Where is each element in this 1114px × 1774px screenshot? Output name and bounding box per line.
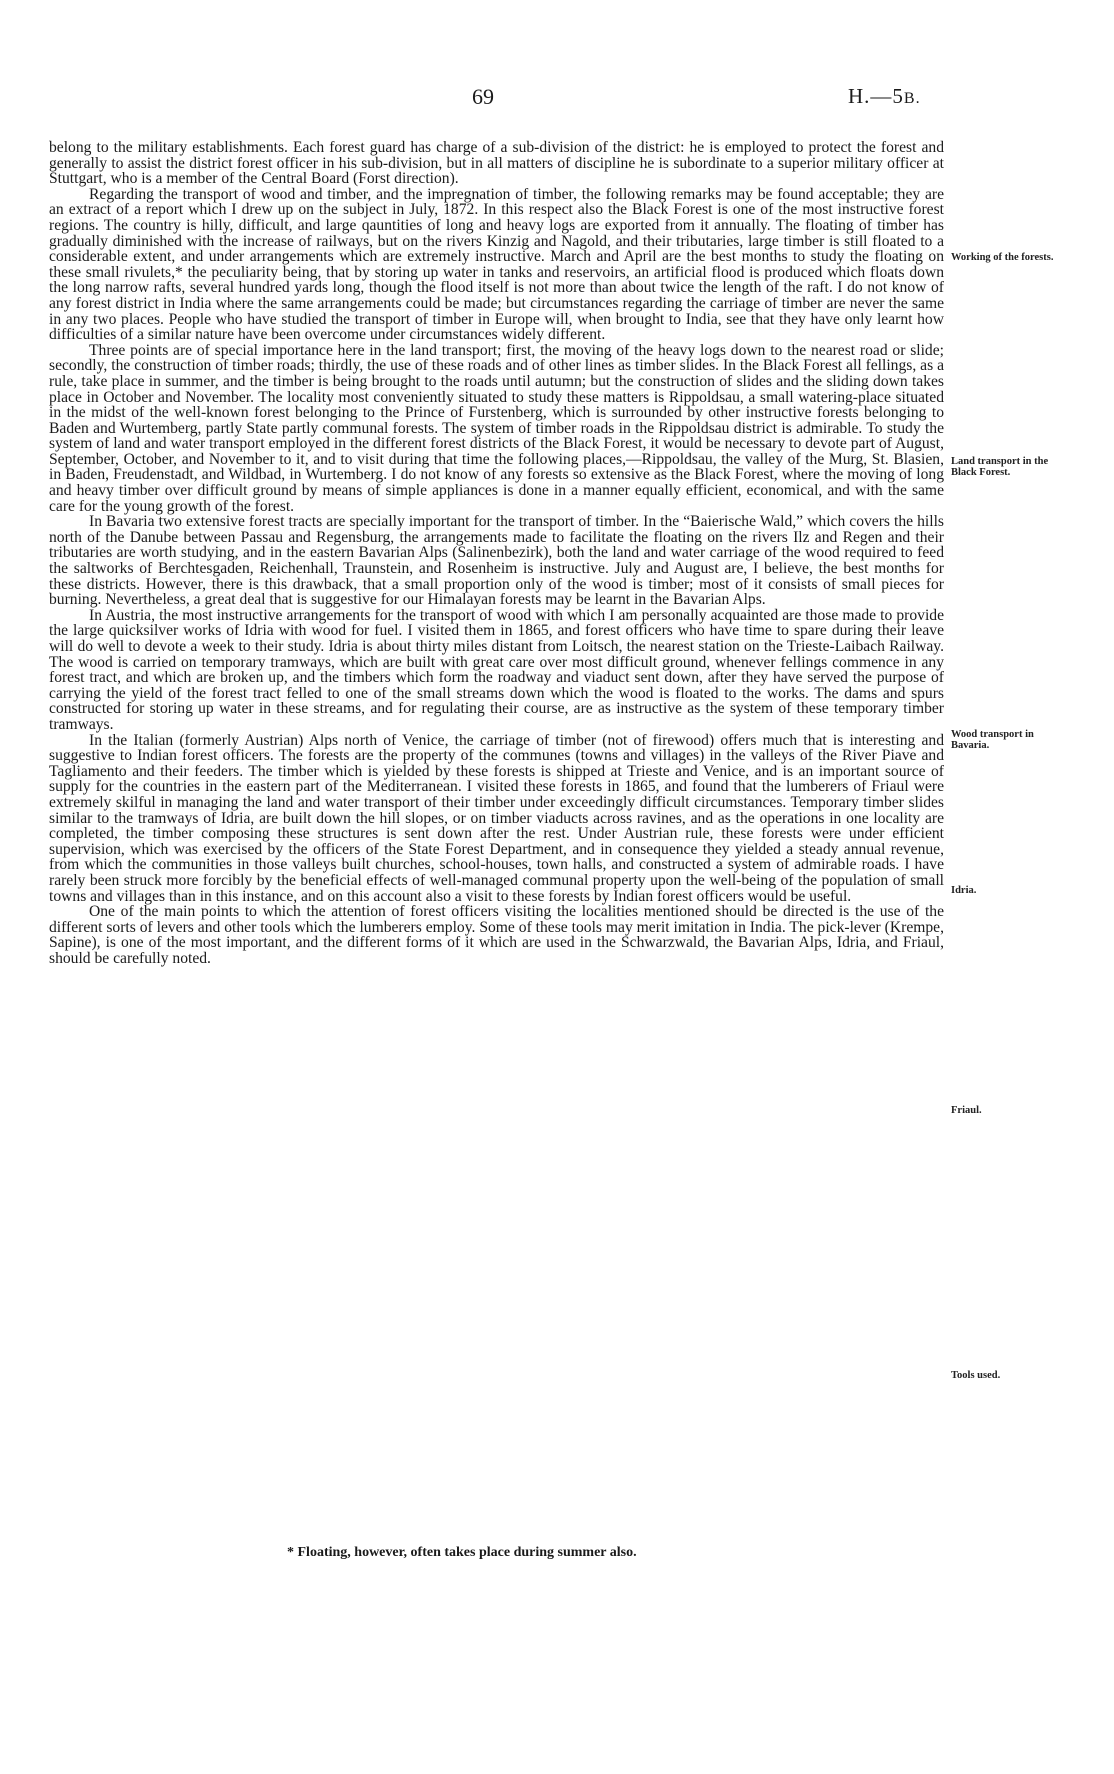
- body-text: [49, 140, 944, 966]
- document-reference-prefix: H.—5: [848, 84, 904, 108]
- document-reference: [848, 84, 921, 109]
- paragraph-bavaria: In Bavaria two extensive forest tracts are specially important for the transport of timber. In the “Baierische Wald,” which covers the hills north of the Danube between Passau and Regensburg, the arrangements made to facilitate the floating on the rivers Ilz and Regen and their tributaries are worth studying, and in the eastern Bavarian Alps (Salinenbezirk), both the land and water carriage of the wood required to feed the saltworks of Berchtesgaden, Reichenhall, Traunstein, and Rosenheim is instructive. July and August are, I believe, the best months for these districts. However, there is this drawback, that a small proportion only of the wood is timber; most of it consists of small pieces for burning. Nevertheless, a great deal that is suggestive for our Himalayan forests may be learnt in the Bavarian Alps.: [49, 513, 944, 609]
- page-number: 69: [472, 84, 494, 109]
- paragraph-friaul: In the Italian (formerly Austrian) Alps north of Venice, the carriage of timber (not of firewood) offers much that is interesting and suggestive to Indian forest officers. The forests are the property of the communes (towns and villages) in the valleys of the River Piave and Tagliamento and their feeders. The timber which is yielded by these forests is shipped at Trieste and Venice, and is an important source of supply for the countries in the eastern part of the Mediterranean. I visited these forests in 1865, and found that the lumberers of Friaul were extremely skilful in managing the land and water transport of their timber under exceedingly difficult circumstances. Temporary timber slides similar to the tramways of Idria, are built down the hill slopes, or on timber viaducts across ravines, and as the operations in one locality are completed, the timber composing these structures is sent down after the rest. Under Austrian rule, these forests were under efficient supervision, which was exercised by the officers of the State Forest Department, and in consequence they yielded a steady annual revenue, from which the communities in those valleys built churches, school-houses, town halls, and constructed a system of admirable roads. I have rarely been struck more forcibly by the beneficial effects of well-managed communal property upon the well-being of the population of small towns and villages than in this instance, and on this account also a visit to these forests by Indian forest officers would be useful.: [49, 731, 944, 905]
- margin-note-tools-used: Tools used.: [951, 1370, 1001, 1381]
- footnote: * Floating, however, often takes place during summer also.: [287, 1545, 637, 1560]
- margin-note-idria: Idria.: [951, 885, 977, 896]
- paragraph-land-transport: Three points are of special importance here in the land transport; first, the moving of the heavy logs down to the nearest road or slide; secondly, the construction of timber roads; thirdly, the use of these roads and of other lines as timber slides. In the Black Forest all fellings, as a rule, take place in summer, and the timber is being brought to the roads until autumn; but the construction of slides and the sliding down takes place in October and November. The locality most conveniently situated to study these matters is Rippoldsau, a small watering-place situated in the midst of the well-known forest belonging to the Prince of Furstenberg, which is surrounded by other instructive forests belonging to Baden and Wurtemberg, partly State partly communal forests. The system of timber roads in the Rippoldsau district is admirable. To study the system of land and water transport employed in the different forest districts of the Black Forest, it would be necessary to devote part of August, September, October, and November to it, and to visit during that time the following places,—Rippoldsau, the valley of the Murg, St. Blasien, in Baden, Freudenstadt, and Wildbad, in Wurtemberg. I do not know of any forests so extensive as the Black Forest, where the moving of long and heavy timber over difficult ground by means of simple appliances is done in a manner equally efficient, economical, and with the same care for the young growth of the forest.: [49, 341, 944, 515]
- document-reference-suffix: B.: [903, 90, 921, 107]
- paragraph-tools-used: One of the main points to which the attention of forest officers visiting the localities mentioned should be directed is the use of the different sorts of levers and other tools which the lumberers employ. Some of these tools may merit imitation in India. The pick-lever (Krempe, Sapine), is one of the most important, and the different forms of it which are used in the Schwarzwald, the Bavarian Alps, Idria, and Friaul, should be carefully noted.: [49, 903, 944, 967]
- paragraph-idria: In Austria, the most instructive arrangements for the transport of wood with which I am personally acquainted are those made to provide the large quicksilver works of Idria with wood for fuel. I visited them in 1865, and forest officers who have time to spare during their leave will do well to devote a week to their study. Idria is about thirty miles distant from Loitsch, the nearest station on the Trieste-Laibach Railway. The wood is carried on temporary tramways, which are built with great care over most difficult ground, whenever fellings commence in any forest tract, and which are broken up, and the timbers which form the roadway and viaduct sent down, after they have served the purpose of carrying the yield of the forest tract felled to one of the small streams down which the wood is floated to the works. The dams and spurs constructed for storing up water in these streams, and for regulating their course, are as instructive as the system of these temporary timber tramways.: [49, 606, 944, 733]
- paragraph-military-establishments: belong to the military establishments. Each forest guard has charge of a sub-division of the district: he is employed to protect the forest and generally to assist the district forest officer in his sub-division, but in all matters of discipline he is subordinate to a superior military officer at Stuttgart, who is a member of the Central Board (Forst direction).: [49, 139, 944, 188]
- margin-note-land-transport: Land transport in the Black Forest.: [951, 456, 1049, 478]
- margin-note-working-of-forests: Working of the forests.: [951, 252, 1054, 263]
- margin-note-friaul: Friaul.: [951, 1105, 982, 1116]
- paragraph-transport-of-wood: Regarding the transport of wood and timber, and the impregnation of timber, the following remarks may be found acceptable; they are an extract of a report which I drew up on the subject in July, 1872. In this respect also the Black Forest is one of the most instructive forest regions. The country is hilly, difficult, and large qauntities of long and heavy logs are exported from it annually. The floating of timber has gradually diminished with the increase of railways, but on the rivers Kinzig and Nagold, and their tributaries, large timber is still floated to a considerable extent, and under arrangements which are extremely instructive. March and April are the best months to study the floating on these small rivulets,* the peculiarity being, that by storing up water in tanks and reservoirs, an artificial flood is produced which floats down the long narrow rafts, several hundred yards long, though the flood itself is not more than about twice the length of the raft. I do not know of any forest district in India where the same arrangements could be made; but circumstances regarding the carriage of timber are never the same in any two places. People who have studied the transport of timber in Europe will, when brought to India, see that they have only learnt how difficulties of a similar nature have been overcome under circumstances widely different.: [49, 185, 944, 344]
- margin-note-wood-transport-bavaria: Wood transport in Bavaria.: [951, 729, 1034, 751]
